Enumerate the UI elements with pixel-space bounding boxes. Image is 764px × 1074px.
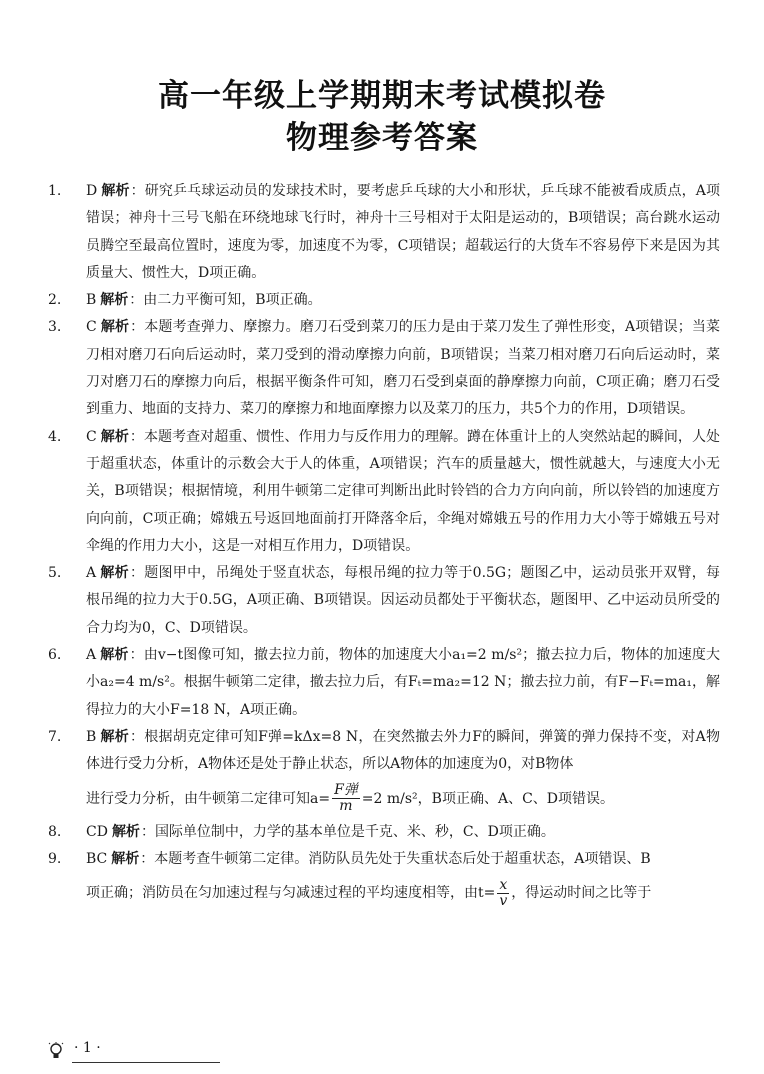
answer-choice: B — [86, 292, 97, 309]
answer-choice: BC — [86, 850, 108, 867]
formula-line — [86, 779, 720, 819]
answer-choice: A — [86, 647, 97, 664]
page-number: · 1 · — [74, 1040, 101, 1056]
fraction-numerator: F弹 — [334, 782, 358, 799]
answer-item-7: 7. B 解析：根据胡克定律可知F弹=kΔx=8 N，在突然撤去外力F的瞬间，弹簧的弹力保持不变，对A物体进行受力分析，A物体还是处于静止状态，所以A物体的加速度为0，对B物体 进行受力分析，由牛顿第二定律可知a= $\frac{\text{F弹}}{m}$ =2 m/s²，B项正确、A、C、D项错误。 — [48, 724, 720, 819]
analysis-label: 解析 — [111, 823, 140, 840]
question-number: 8. — [48, 823, 62, 840]
answer-choice: B — [86, 728, 97, 745]
analysis-text: 国际单位制中，力学的基本单位是千克、米、秒，C、D项正确。 — [154, 823, 555, 840]
answer-choice: C — [86, 319, 97, 336]
footer-rule — [72, 1062, 220, 1063]
lightbulb-icon — [48, 1042, 64, 1060]
analysis-label: 解析 — [100, 319, 130, 336]
formula-line — [86, 873, 720, 913]
analysis-text: 题图甲中，吊绳处于竖直状态，每根吊绳的拉力等于0.5G；题图乙中，运动员张开双臂，每根吊绳的拉力大于0.5G，A项正确、B项错误。因运动员都处于平衡状态，题图甲、乙中运动员所受的合力均为0，C、D项错误。 — [86, 565, 721, 636]
analysis-label: 解析 — [100, 728, 129, 745]
analysis-text: 根据胡克定律可知F弹=kΔx=8 N，在突然撤去外力F的瞬间，弹簧的弹力保持不变，对A物体进行受力分析，A物体还是处于静止状态，所以A物体的加速度为0，对B物体 — [86, 728, 720, 773]
question-number: 6. — [48, 647, 62, 664]
question-number: 7. — [48, 728, 62, 745]
analysis-label: 解析 — [101, 183, 130, 199]
fraction — [332, 783, 360, 814]
answer-item-1: 1. D 解析：研究乒乓球运动员的发球技术时，要考虑乒乓球的大小和形状，乒乓球不能被看成质点，A项错误；神舟十三号飞船在环绕地球飞行时，神舟十三号相对于太阳是运动的，B项错误；高台跳水运动员腾空至最高位置时，速度为零，加速度不为零，C项错误；超载运行的大货车不容易停下来是因为其质量大、惯性大，D项正确。 — [48, 178, 720, 287]
answer-item-2: 2. B 解析：由二力平衡可知，B项正确。 — [48, 287, 720, 314]
analysis-text-cont: 进行受力分析，由牛顿第二定律可知a= — [86, 790, 331, 807]
question-number: 1. — [48, 183, 62, 199]
fraction-denominator: v — [499, 892, 508, 909]
analysis-label: 解析 — [100, 292, 129, 309]
page-title: 高一年级上学期期末考试模拟卷 — [158, 78, 606, 114]
question-number: 9. — [48, 850, 62, 867]
answer-choice: CD — [86, 823, 108, 840]
answer-item-4: 4. C 解析：本题考查对超重、惯性、作用力与反作用力的理解。蹲在体重计上的人突然站起的瞬间，人处于超重状态，体重计的示数会大于人的体重，A项错误；汽车的质量越大，惯性就越大，与速度大小无关，B项错误；根据情境，利用牛顿第二定律可判断出此时铃铛的合力方向向前，所以铃铛的加速度方向向前，C项正确；嫦娥五号返回地面前打开降落伞后，伞绳对嫦娥五号的作用力大小等于嫦娥五号对伞绳的作用力大小，这是一对相互作用力，D项错误。 — [48, 424, 720, 560]
question-number: 3. — [48, 319, 62, 336]
analysis-label: 解析 — [111, 850, 140, 867]
analysis-label: 解析 — [100, 647, 129, 664]
analysis-text: 由二力平衡可知，B项正确。 — [143, 292, 322, 309]
analysis-text: 本题考查牛顿第二定律。消防队员先处于失重状态后处于超重状态，A项错误、B — [154, 850, 651, 867]
answer-item-8: 8. CD 解析：国际单位制中，力学的基本单位是千克、米、秒，C、D项正确。 — [48, 819, 720, 846]
page-footer — [48, 1040, 220, 1066]
answer-list — [48, 178, 720, 913]
analysis-text-cont: 项正确；消防员在匀加速过程与匀减速过程的平均速度相等，由t= — [86, 885, 496, 902]
answer-choice: D — [86, 183, 98, 199]
analysis-label: 解析 — [100, 565, 129, 582]
answer-item-5: 5. A 解析：题图甲中，吊绳处于竖直状态，每根吊绳的拉力等于0.5G；题图乙中，运动员张开双臂，每根吊绳的拉力大于0.5G，A项正确、B项错误。因运动员都处于平衡状态，题图甲、乙中运动员所受的合力均为0，C、D项错误。 — [48, 560, 720, 642]
answer-item-3: 3. C 解析：本题考查弹力、摩擦力。磨刀石受到菜刀的压力是由于菜刀发生了弹性形变，A项错误；当菜刀相对磨刀石向后运动时，菜刀受到的滑动摩擦力向前，B项错误；当菜刀相对磨刀石向后运动时，菜刀对磨刀石的摩擦力向后，根据平衡条件可知，磨刀石受到桌面的静摩擦力向前，C项正确；磨刀石受到重力、地面的支持力、菜刀的摩擦力和地面摩擦力以及菜刀的压力，共5个力的作用，D项错误。 — [48, 314, 720, 423]
page-subtitle: 物理参考答案 — [286, 120, 478, 156]
answer-item-9: 9. BC 解析：本题考查牛顿第二定律。消防队员先处于失重状态后处于超重状态，A项错误、B 项正确；消防员在匀加速过程与匀减速过程的平均速度相等，由t= $\frac{x}{v}$ ，得运动时间之比等于 — [48, 846, 720, 913]
analysis-text: 研究乒乓球运动员的发球技术时，要考虑乒乓球的大小和形状，乒乓球不能被看成质点，A项错误；神舟十三号飞船在环绕地球飞行时，神舟十三号相对于太阳是运动的，B项错误；高台跳水运动员腾空至最高位置时，速度为零，加速度不为零，C项错误；超载运行的大货车不容易停下来是因为其质量大、惯性大，D项正确。 — [86, 183, 721, 281]
analysis-text: 由v−t图像可知，撤去拉力前，物体的加速度大小a₁=2 m/s²；撤去拉力后，物体的加速度大小a₂=4 m/s²。根据牛顿第二定律，撤去拉力后，有Fₜ=ma₂=12 N；撤去拉力前，有F−Fₜ=ma₁，解得拉力的大小F=18 N，A项正确。 — [86, 647, 721, 718]
analysis-text: 本题考查弹力、摩擦力。磨刀石受到菜刀的压力是由于菜刀发生了弹性形变，A项错误；当菜刀相对磨刀石向后运动时，菜刀受到的滑动摩擦力向前，B项错误；当菜刀相对磨刀石向后运动时，菜刀对磨刀石的摩擦力向后，根据平衡条件可知，磨刀石受到桌面的静摩擦力向前，C项正确；磨刀石受到重力、地面的支持力、菜刀的摩擦力和地面摩擦力以及菜刀的压力，共5个力的作用，D项错误。 — [86, 319, 720, 418]
question-number: 4. — [48, 428, 62, 445]
answer-choice: C — [86, 428, 97, 445]
answer-item-6: 6. A 解析：由v−t图像可知，撤去拉力前，物体的加速度大小a₁=2 m/s²；撤去拉力后，物体的加速度大小a₂=4 m/s²。根据牛顿第二定律，撤去拉力后，有Fₜ=ma₂=12 N；撤去拉力前，有F−Fₜ=ma₁，解得拉力的大小F=18 N，A项正确。 — [48, 642, 720, 724]
fraction — [497, 878, 509, 909]
analysis-text-end: ，得运动时间之比等于 — [511, 885, 652, 902]
fraction-denominator: m — [339, 798, 353, 815]
analysis-label: 解析 — [100, 428, 129, 445]
fraction-numerator: x — [497, 878, 509, 894]
answer-choice: A — [86, 565, 97, 582]
question-number: 2. — [48, 292, 62, 309]
analysis-text-end: =2 m/s²，B项正确、A、C、D项错误。 — [361, 790, 615, 807]
question-number: 5. — [48, 565, 62, 582]
analysis-text: 本题考查对超重、惯性、作用力与反作用力的理解。蹲在体重计上的人突然站起的瞬间，人处于超重状态，体重计的示数会大于人的体重，A项错误；汽车的质量越大，惯性就越大，与速度大小无关，B项错误；根据情境，利用牛顿第二定律可判断出此时铃铛的合力方向向前，所以铃铛的加速度方向向前，C项正确；嫦娥五号返回地面前打开降落伞后，伞绳对嫦娥五号的作用力大小等于嫦娥五号对伞绳的作用力大小，这是一对相互作用力，D项错误。 — [86, 428, 721, 554]
